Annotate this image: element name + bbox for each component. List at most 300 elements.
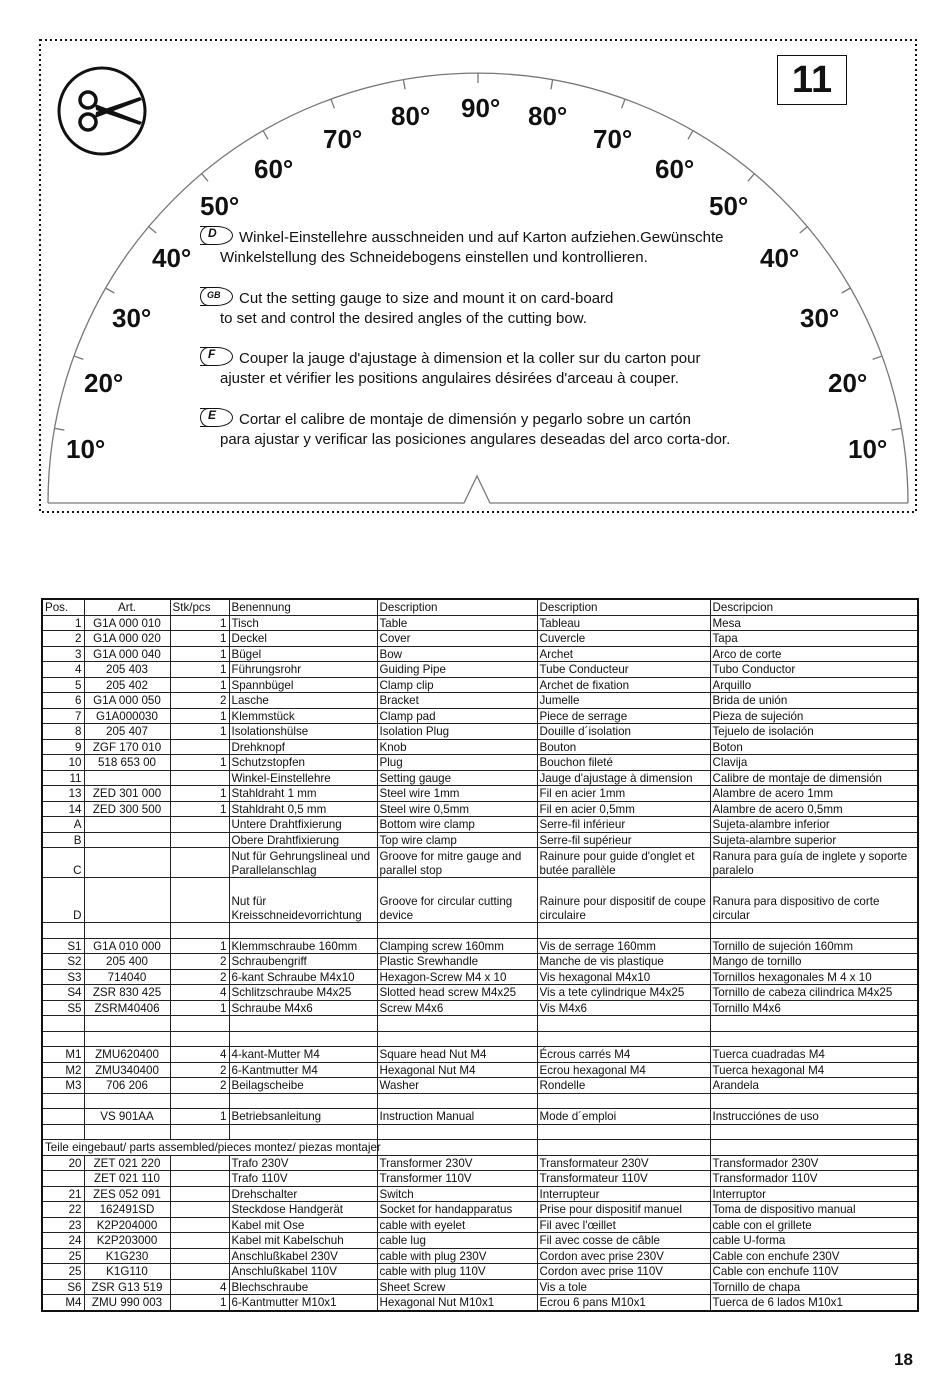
table-row <box>42 770 918 786</box>
table-cell: G1A 000 010 <box>84 615 170 631</box>
table-cell <box>170 878 229 923</box>
table-row <box>42 1000 918 1016</box>
table-cell: Tuerca cuadradas M4 <box>710 1047 918 1063</box>
table-cell <box>229 1093 377 1109</box>
table-cell: Drehknopf <box>229 739 377 755</box>
table-cell <box>84 1124 170 1140</box>
gauge-tick <box>800 227 808 233</box>
table-cell: Interrupteur <box>537 1186 710 1202</box>
table-cell: Kabel mit Ose <box>229 1217 377 1233</box>
table-cell: Betriebsanleitung <box>229 1109 377 1125</box>
table-cell: ZGF 170 010 <box>84 739 170 755</box>
degree-label-right: 30° <box>800 303 840 333</box>
table-cell: Steel wire 0,5mm <box>377 801 537 817</box>
gauge-tick <box>688 131 693 140</box>
table-row <box>42 1186 918 1202</box>
table-cell <box>537 1093 710 1109</box>
table-row <box>42 938 918 954</box>
instruction-de <box>200 226 760 268</box>
table-cell: Interruptor <box>710 1186 918 1202</box>
sheet-number: 11 <box>777 55 847 105</box>
table-cell: 25 <box>42 1264 84 1280</box>
table-cell: Plastic Srewhandle <box>377 954 537 970</box>
table-cell: 2 <box>170 969 229 985</box>
page-number: 18 <box>894 1350 913 1369</box>
table-cell: Rainure pour guide d'onglet et butée parallèle <box>537 848 710 878</box>
header-description-en: Description <box>377 599 537 615</box>
degree-label-right: 60° <box>655 154 695 184</box>
table-cell: 23 <box>42 1217 84 1233</box>
table-cell: cable with eyelet <box>377 1217 537 1233</box>
table-cell: ZMU 990 003 <box>84 1295 170 1311</box>
gauge-tick <box>263 131 268 140</box>
table-cell: Sujeta-alambre inferior <box>710 817 918 833</box>
table-cell: Tube Conducteur <box>537 662 710 678</box>
table-row <box>42 969 918 985</box>
table-cell <box>229 1016 377 1032</box>
degree-label-left: 30° <box>112 303 152 333</box>
table-cell: Groove for circular cutting device <box>377 878 537 923</box>
table-cell: Boton <box>710 739 918 755</box>
table-cell: B <box>42 832 84 848</box>
table-cell: 24 <box>42 1233 84 1249</box>
table-row <box>42 1016 918 1032</box>
table-cell: Anschlußkabel 230V <box>229 1248 377 1264</box>
gauge-baseline <box>48 476 908 503</box>
table-cell: Plug <box>377 755 537 771</box>
table-cell: 13 <box>42 786 84 802</box>
table-cell: 1 <box>170 646 229 662</box>
table-cell: cable with plug 230V <box>377 1248 537 1264</box>
table-cell: 4-kant-Mutter M4 <box>229 1047 377 1063</box>
table-cell <box>42 923 84 939</box>
table-cell: Archet <box>537 646 710 662</box>
table-cell <box>84 832 170 848</box>
table-row <box>42 1093 918 1109</box>
table-cell <box>84 770 170 786</box>
table-cell: Washer <box>377 1078 537 1094</box>
table-cell <box>537 923 710 939</box>
table-cell: 1 <box>170 1109 229 1125</box>
table-cell: 205 407 <box>84 724 170 740</box>
table-cell: M3 <box>42 1078 84 1094</box>
table-cell: ZED 301 000 <box>84 786 170 802</box>
header-art: Art. <box>84 599 170 615</box>
table-cell: 4 <box>42 662 84 678</box>
table-cell: Führungsrohr <box>229 662 377 678</box>
table-cell: Mode d´emploi <box>537 1109 710 1125</box>
lang-badge-gb: GB <box>200 287 233 306</box>
table-cell: Switch <box>377 1186 537 1202</box>
table-cell: Guiding Pipe <box>377 662 537 678</box>
table-cell: 1 <box>170 615 229 631</box>
instruction-gb <box>200 287 760 329</box>
table-row <box>42 848 918 878</box>
table-cell: 518 653 00 <box>84 755 170 771</box>
gauge-tick <box>74 356 83 359</box>
table-row <box>42 1140 918 1156</box>
table-cell: Winkel-Einstellehre <box>229 770 377 786</box>
table-row <box>42 724 918 740</box>
scissors-icon <box>59 68 145 154</box>
table-cell <box>710 1031 918 1047</box>
table-cell: 1 <box>170 677 229 693</box>
table-cell: Kabel mit Kabelschuh <box>229 1233 377 1249</box>
table-cell: 4 <box>170 1047 229 1063</box>
table-cell <box>84 848 170 878</box>
header-qty: Stk/pcs <box>170 599 229 615</box>
table-cell <box>229 1031 377 1047</box>
table-cell: Cuvercle <box>537 631 710 647</box>
table-cell: Cable con enchufe 230V <box>710 1248 918 1264</box>
degree-label-right: 40° <box>760 243 800 273</box>
table-cell <box>42 1031 84 1047</box>
table-cell: 14 <box>42 801 84 817</box>
table-cell: Clamp pad <box>377 708 537 724</box>
table-cell: Top wire clamp <box>377 832 537 848</box>
table-row <box>42 1078 918 1094</box>
table-cell: Écrous carrés M4 <box>537 1047 710 1063</box>
table-cell: K1G230 <box>84 1248 170 1264</box>
table-cell: Isolation Plug <box>377 724 537 740</box>
table-cell: Nut für Kreisschneidevorrichtung <box>229 878 377 923</box>
table-row <box>42 1031 918 1047</box>
table-row <box>42 832 918 848</box>
table-cell: K2P203000 <box>84 1233 170 1249</box>
table-cell: ZSRM40406 <box>84 1000 170 1016</box>
degree-label-left: 70° <box>323 124 363 154</box>
table-cell <box>170 832 229 848</box>
table-cell: S6 <box>42 1279 84 1295</box>
table-cell: M1 <box>42 1047 84 1063</box>
header-description-fr: Description <box>537 599 710 615</box>
table-cell: Screw M4x6 <box>377 1000 537 1016</box>
table-cell: Transformador 110V <box>710 1171 918 1187</box>
table-row <box>42 615 918 631</box>
gauge-tick <box>622 99 625 108</box>
table-cell: Ecrou 6 pans M10x1 <box>537 1295 710 1311</box>
instruction-gb-line2: to set and control the desired angles of the cutting bow. <box>220 310 587 327</box>
instruction-fr <box>200 347 760 389</box>
table-row <box>42 954 918 970</box>
table-cell: 714040 <box>84 969 170 985</box>
table-cell: G1A 010 000 <box>84 938 170 954</box>
table-cell: Clamp clip <box>377 677 537 693</box>
table-cell: G1A000030 <box>84 708 170 724</box>
table-cell: Steel wire 1mm <box>377 786 537 802</box>
degree-label-left: 10° <box>66 434 106 464</box>
table-cell: Jauge d'ajustage à dimension <box>537 770 710 786</box>
table-cell: C <box>42 848 84 878</box>
gauge-tick <box>892 428 902 430</box>
table-cell: ZMU340400 <box>84 1062 170 1078</box>
table-cell <box>84 923 170 939</box>
table-cell <box>537 1124 710 1140</box>
table-cell: Trafo 230V <box>229 1155 377 1171</box>
table-cell: ZES 052 091 <box>84 1186 170 1202</box>
table-cell: Slotted head screw M4x25 <box>377 985 537 1001</box>
table-cell: Transformer 230V <box>377 1155 537 1171</box>
degree-label-left: 40° <box>152 243 192 273</box>
table-cell: ZSR G13 519 <box>84 1279 170 1295</box>
table-cell: 9 <box>42 739 84 755</box>
table-cell: Fil en acier 0,5mm <box>537 801 710 817</box>
table-row <box>42 1279 918 1295</box>
table-header-row <box>42 599 918 615</box>
table-cell <box>170 1264 229 1280</box>
table-cell: Archet de fixation <box>537 677 710 693</box>
table-cell <box>170 1155 229 1171</box>
table-cell: Bottom wire clamp <box>377 817 537 833</box>
table-cell: 7 <box>42 708 84 724</box>
table-cell: cable con el grillete <box>710 1217 918 1233</box>
table-row <box>42 1047 918 1063</box>
table-cell: Spannbügel <box>229 677 377 693</box>
table-row <box>42 1217 918 1233</box>
table-cell: 1 <box>170 708 229 724</box>
table-cell: Obere Drahtfixierung <box>229 832 377 848</box>
table-cell: Setting gauge <box>377 770 537 786</box>
table-row <box>42 1248 918 1264</box>
table-cell <box>170 739 229 755</box>
table-cell: Cable con enchufe 110V <box>710 1264 918 1280</box>
degree-label-left: 50° <box>200 191 240 221</box>
table-row <box>42 923 918 939</box>
degree-label-right: 50° <box>709 191 749 221</box>
table-cell <box>42 1124 84 1140</box>
table-cell: Bouton <box>537 739 710 755</box>
table-cell: Douille d´isolation <box>537 724 710 740</box>
table-cell: Tuerca de 6 lados M10x1 <box>710 1295 918 1311</box>
table-cell: 1 <box>170 801 229 817</box>
table-cell: 2 <box>170 1078 229 1094</box>
table-cell <box>42 1093 84 1109</box>
table-cell: Vis hexagonal M4x10 <box>537 969 710 985</box>
header-descripcion-es: Descripcion <box>710 599 918 615</box>
table-cell <box>537 1016 710 1032</box>
table-cell <box>170 1171 229 1187</box>
table-cell: Tornillo de chapa <box>710 1279 918 1295</box>
table-cell: Anschlußkabel 110V <box>229 1264 377 1280</box>
table-cell <box>377 923 537 939</box>
table-row <box>42 1295 918 1311</box>
table-cell: 11 <box>42 770 84 786</box>
table-cell <box>42 1016 84 1032</box>
table-cell: Ranura para dispositivo de corte circular <box>710 878 918 923</box>
table-cell: Sheet Screw <box>377 1279 537 1295</box>
table-cell: Arco de corte <box>710 646 918 662</box>
table-cell: Manche de vis plastique <box>537 954 710 970</box>
table-cell: 1 <box>170 938 229 954</box>
table-cell: Alambre de acero 0,5mm <box>710 801 918 817</box>
table-cell <box>170 1016 229 1032</box>
table-cell: Transformador 230V <box>710 1155 918 1171</box>
table-cell <box>84 878 170 923</box>
table-row <box>42 1124 918 1140</box>
table-row <box>42 985 918 1001</box>
table-cell: ZET 021 110 <box>84 1171 170 1187</box>
table-cell <box>84 817 170 833</box>
degree-label-left: 60° <box>254 154 294 184</box>
table-cell: VS 901AA <box>84 1109 170 1125</box>
degree-label-left: 20° <box>84 368 124 398</box>
table-cell: Socket for handapparatus <box>377 1202 537 1218</box>
table-cell: Instrucciónes de uso <box>710 1109 918 1125</box>
table-cell: Tubo Conductor <box>710 662 918 678</box>
gauge-tick <box>403 80 405 90</box>
lang-badge-fr: F <box>200 347 233 366</box>
table-cell <box>42 1109 84 1125</box>
table-cell: 22 <box>42 1202 84 1218</box>
table-cell <box>170 1093 229 1109</box>
table-cell: Arquillo <box>710 677 918 693</box>
table-cell: cable with plug 110V <box>377 1264 537 1280</box>
table-cell <box>710 1124 918 1140</box>
table-cell: S1 <box>42 938 84 954</box>
table-row <box>42 755 918 771</box>
header-benennung: Benennung <box>229 599 377 615</box>
degree-label-top: 90° <box>461 93 501 123</box>
table-cell <box>170 817 229 833</box>
table-cell: Fil avec l'œillet <box>537 1217 710 1233</box>
table-cell: ZSR 830 425 <box>84 985 170 1001</box>
table-cell: Bügel <box>229 646 377 662</box>
table-cell: Ecrou hexagonal M4 <box>537 1062 710 1078</box>
table-cell: Schraubengriff <box>229 954 377 970</box>
table-cell <box>170 1186 229 1202</box>
table-cell: 6-Kantmutter M10x1 <box>229 1295 377 1311</box>
table-cell: 5 <box>42 677 84 693</box>
table-cell: Tornillos hexagonales M 4 x 10 <box>710 969 918 985</box>
table-cell: Instruction Manual <box>377 1109 537 1125</box>
table-cell: Pieza de sujeción <box>710 708 918 724</box>
table-row <box>42 1171 918 1187</box>
table-cell: Klemmschraube 160mm <box>229 938 377 954</box>
table-cell: A <box>42 817 84 833</box>
table-cell <box>710 1093 918 1109</box>
instruction-fr-line1: Couper la jauge d'ajustage à dimension et la coller sur du carton pour <box>239 350 701 367</box>
table-cell: Tornillo de cabeza cilindrica M4x25 <box>710 985 918 1001</box>
table-cell: 4 <box>170 985 229 1001</box>
table-cell: 4 <box>170 1279 229 1295</box>
table-cell <box>170 1248 229 1264</box>
table-cell: 1 <box>42 615 84 631</box>
table-cell <box>84 1031 170 1047</box>
table-cell: Hexagon-Screw M4 x 10 <box>377 969 537 985</box>
table-cell: Bow <box>377 646 537 662</box>
table-cell <box>84 1016 170 1032</box>
table-row <box>42 1233 918 1249</box>
table-cell: Square head Nut M4 <box>377 1047 537 1063</box>
gauge-tick <box>748 174 754 182</box>
gauge-tick <box>842 288 851 293</box>
table-row <box>42 1062 918 1078</box>
table-cell: Transformer 110V <box>377 1171 537 1187</box>
table-cell: 1 <box>170 631 229 647</box>
degree-label-right: 20° <box>828 368 868 398</box>
table-cell <box>537 1031 710 1047</box>
table-cell: S3 <box>42 969 84 985</box>
table-cell: Piece de serrage <box>537 708 710 724</box>
degree-label-left: 80° <box>391 101 431 131</box>
table-cell: 205 402 <box>84 677 170 693</box>
table-cell: Klemmstück <box>229 708 377 724</box>
table-cell <box>377 1016 537 1032</box>
degree-label-right: 10° <box>848 434 888 464</box>
table-cell <box>170 1031 229 1047</box>
table-row <box>42 693 918 709</box>
table-cell <box>42 1171 84 1187</box>
table-cell: Cordon avec prise 110V <box>537 1264 710 1280</box>
table-cell <box>537 1140 710 1156</box>
instruction-es-line2: para ajustar y verificar las posiciones angulares deseadas del arco corta-dor. <box>220 431 731 448</box>
table-cell: Tejuelo de isolación <box>710 724 918 740</box>
table-row <box>42 646 918 662</box>
table-cell: Tisch <box>229 615 377 631</box>
table-cell: 2 <box>170 954 229 970</box>
table-cell: Deckel <box>229 631 377 647</box>
table-cell: Fil avec cosse de câble <box>537 1233 710 1249</box>
table-cell <box>170 770 229 786</box>
table-cell: Groove for mitre gauge and parallel stop <box>377 848 537 878</box>
table-cell: Nut für Gehrungslineal und Parallelanschlag <box>229 848 377 878</box>
table-row <box>42 662 918 678</box>
table-cell: Transformateur 110V <box>537 1171 710 1187</box>
header-pos: Pos. <box>42 599 84 615</box>
table-cell: Arandela <box>710 1078 918 1094</box>
table-cell: Serre-fil supérieur <box>537 832 710 848</box>
table-cell: K2P204000 <box>84 1217 170 1233</box>
table-cell: 2 <box>170 1062 229 1078</box>
table-cell: M2 <box>42 1062 84 1078</box>
assembled-parts-label: Teile eingebaut/ parts assembled/pieces montez/ piezas montajer <box>42 1140 377 1156</box>
table-cell: Beilagscheibe <box>229 1078 377 1094</box>
table-cell <box>229 923 377 939</box>
table-cell: G1A 000 050 <box>84 693 170 709</box>
table-row <box>42 739 918 755</box>
lang-badge-de: D <box>200 226 233 245</box>
table-cell <box>84 1093 170 1109</box>
table-cell: Bouchon fileté <box>537 755 710 771</box>
instruction-es-line1: Cortar el calibre de montaje de dimensión y pegarlo sobre un cartón <box>239 411 691 428</box>
instruction-de-line2: Winkelstellung des Schneidebogens einstellen und kontrollieren. <box>220 249 648 266</box>
table-cell: Vis M4x6 <box>537 1000 710 1016</box>
table-cell <box>710 923 918 939</box>
table-cell: ZET 021 220 <box>84 1155 170 1171</box>
table-cell: cable U-forma <box>710 1233 918 1249</box>
table-cell <box>377 1031 537 1047</box>
table-cell: Brida de unión <box>710 693 918 709</box>
gauge-tick <box>873 356 882 359</box>
table-cell: Hexagonal Nut M4 <box>377 1062 537 1078</box>
table-row <box>42 631 918 647</box>
table-cell: 2 <box>170 693 229 709</box>
table-cell: Vis a tete cylindrique M4x25 <box>537 985 710 1001</box>
table-cell: S5 <box>42 1000 84 1016</box>
table-cell: Isolationshülse <box>229 724 377 740</box>
table-cell: Tableau <box>537 615 710 631</box>
table-cell: Schutzstopfen <box>229 755 377 771</box>
table-cell: Ranura para guía de inglete y soporte paralelo <box>710 848 918 878</box>
table-cell: Calibre de montaje de dimensión <box>710 770 918 786</box>
table-cell: S2 <box>42 954 84 970</box>
table-cell: Schraube M4x6 <box>229 1000 377 1016</box>
gauge-tick <box>106 288 115 293</box>
table-cell: Drehschalter <box>229 1186 377 1202</box>
table-cell: Alambre de acero 1mm <box>710 786 918 802</box>
table-cell: Jumelle <box>537 693 710 709</box>
table-row <box>42 1264 918 1280</box>
